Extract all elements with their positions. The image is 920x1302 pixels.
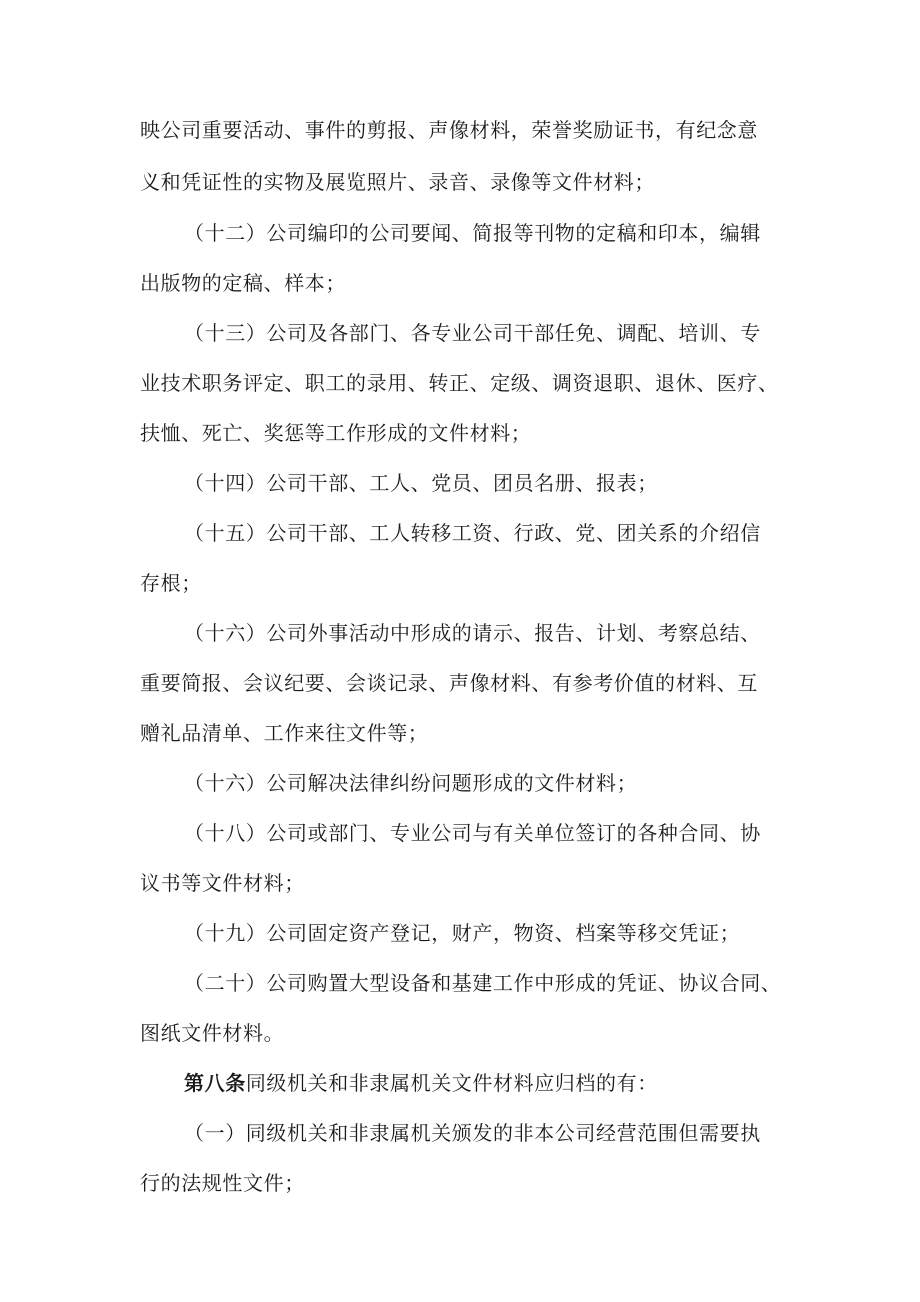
list-item-12: （十二）公司编印的公司要闻、简报等刊物的定稿和印本，编辑	[184, 221, 761, 245]
article-8-label: 第八条	[184, 1071, 246, 1095]
text-line: 映公司重要活动、事件的剪报、声像材料，荣誉奖励证书，有纪念意	[140, 118, 758, 142]
text-line: 议书等文件材料；	[140, 871, 305, 895]
list-item-19: （十九）公司固定资产登记，财产，物资、档案等移交凭证；	[184, 921, 741, 945]
text-line: 行的法规性文件；	[140, 1171, 305, 1195]
list-item-13: （十三）公司及各部门、各专业公司干部任免、调配、培训、专	[184, 321, 761, 345]
text-line: 重要简报、会议纪要、会谈记录、声像材料、有参考价值的材料、互	[140, 671, 758, 695]
text-line: 赠礼品清单、工作来往文件等；	[140, 721, 429, 745]
text-line: 图纸文件材料。	[140, 1021, 285, 1045]
text-line: 扶恤、死亡、奖惩等工作形成的文件材料；	[140, 421, 532, 445]
list-item-1: （一）同级机关和非隶属机关颁发的非本公司经营范围但需要执	[184, 1121, 761, 1145]
list-item-16b: （十六）公司解决法律纠纷问题形成的文件材料；	[184, 771, 638, 795]
text-line: 出版物的定稿、样本；	[140, 271, 346, 295]
article-8-text: 同级机关和非隶属机关文件材料应归档的有：	[245, 1071, 658, 1095]
list-item-15: （十五）公司干部、工人转移工资、行政、党、团关系的介绍信	[184, 521, 761, 545]
text-line: 存根；	[140, 571, 202, 595]
text-line: 义和凭证性的实物及展览照片、录音、录像等文件材料；	[140, 170, 655, 194]
list-item-18: （十八）公司或部门、专业公司与有关单位签订的各种合同、协	[184, 821, 761, 845]
list-item-14: （十四）公司干部、工人、党员、团员名册、报表；	[184, 471, 658, 495]
text-line: 业技术职务评定、职工的录用、转正、定级、调资退职、退休、医疗、	[140, 371, 779, 395]
list-item-20: （二十）公司购置大型设备和基建工作中形成的凭证、协议合同、	[184, 971, 782, 995]
list-item-16: （十六）公司外事活动中形成的请示、报告、计划、考察总结、	[184, 621, 761, 645]
article-8-heading	[140, 1071, 658, 1095]
